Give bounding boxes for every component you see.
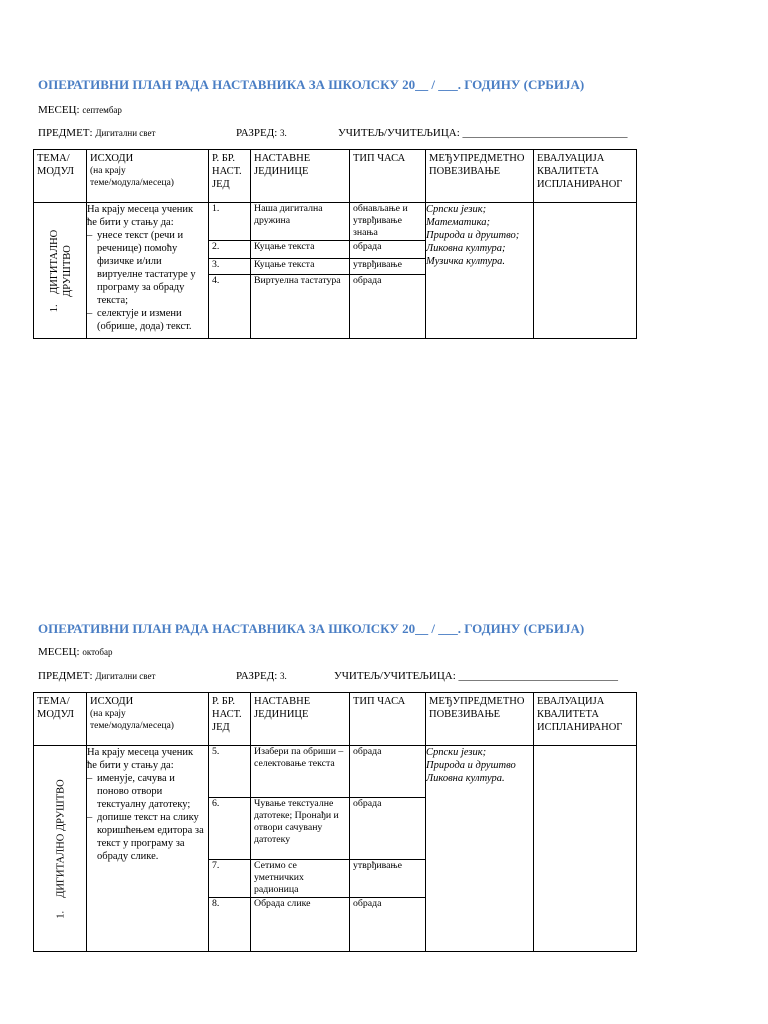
outcome-item: – селектује и измени (обрише, дода) текст. (97, 307, 208, 333)
outcome-item: – именује, сачува и поново отвори текстуалну датотеку; (97, 772, 208, 811)
lesson-units-cell (251, 746, 350, 952)
teacher-blank: _____________________________ (458, 670, 619, 682)
grade-label: РАЗРЕД: (236, 670, 278, 682)
teacher-label: УЧИТЕЉ/УЧИТЕЉИЦА: (338, 127, 460, 139)
subject-line (38, 127, 155, 139)
plan-table (33, 692, 637, 952)
lesson-num: 4. (212, 275, 220, 286)
theme-cell (34, 203, 87, 339)
header-lesson-number: Р. БР. НАСТ. ЈЕД (209, 693, 251, 746)
grade-value: 3. (280, 671, 287, 681)
header-theme: ТЕМА/ МОДУЛ (34, 693, 87, 746)
plan-title: ОПЕРАТИВНИ ПЛАН РАДА НАСТАВНИКА ЗА ШКОЛСКУ 20__ / ___. ГОДИНУ (СРБИЈА) (38, 621, 585, 636)
theme-label: 1. ДИГИТАЛНО ДРУШТВО (48, 229, 73, 312)
month-label: МЕСЕЦ: (38, 104, 80, 116)
teacher-line (338, 127, 628, 139)
month-value: октобар (82, 647, 113, 657)
lesson-unit: Наша дигитална дружина (251, 203, 349, 241)
outcome-item: – унесе текст (речи и реченице) помоћу физичке и/или виртуелне тастатуре у програму за обраду текста; (97, 229, 208, 307)
lesson-numbers-cell (209, 746, 251, 952)
cross-curricular-cell: Српски језик; Природа и друштво Ликовна култура. (426, 746, 534, 952)
lesson-num: 3. (209, 259, 250, 275)
header-cross-curricular: МЕЂУПРЕДМЕТНО ПОВЕЗИВАЊЕ (426, 150, 534, 203)
lesson-unit: Сетимо се уметничких радионица (251, 860, 349, 898)
header-outcomes: ИСХОДИ (на крају теме/модула/месеца) (87, 150, 209, 203)
lesson-num: 7. (209, 860, 250, 898)
header-units: НАСТАВНЕ ЈЕДИНИЦЕ (251, 150, 350, 203)
outcome-item: – допише текст на слику коришћењем едитора за текст у програму за обраду слике. (97, 811, 208, 863)
plan-table (33, 149, 637, 339)
lesson-num: 5. (209, 746, 250, 798)
header-cross-curricular: МЕЂУПРЕДМЕТНО ПОВЕЗИВАЊЕ (426, 693, 534, 746)
lesson-unit: Чување текстуалне датотеке; Пронађи и отвори сачувану датотеку (251, 798, 349, 860)
class-type: утврђивање (350, 259, 425, 275)
header-evaluation: ЕВАЛУАЦИЈА КВАЛИТЕТА ИСПЛАНИРАНОГ (534, 693, 637, 746)
table-header-row (34, 150, 637, 203)
table-body-row (34, 746, 637, 952)
header-evaluation: ЕВАЛУАЦИЈА КВАЛИТЕТА ИСПЛАНИРАНОГ (534, 150, 637, 203)
class-type: обрада (350, 746, 425, 798)
teacher-blank: ______________________________ (462, 127, 628, 139)
header-class-type: ТИП ЧАСА (350, 693, 426, 746)
lesson-unit: Виртуелна тастатура (254, 275, 341, 286)
lesson-numbers-cell (209, 203, 251, 339)
lesson-num: 2. (209, 241, 250, 259)
header-lesson-number: Р. БР. НАСТ. ЈЕД (209, 150, 251, 203)
lesson-num: 8. (212, 898, 220, 909)
theme-label: 1. ДИГИТАЛНО ДРУШТВО (55, 778, 66, 919)
header-units: НАСТАВНЕ ЈЕДИНИЦЕ (251, 693, 350, 746)
month-line (38, 646, 112, 658)
outcomes-cell: На крају месеца ученик ће бити у стању да: – именује, сачува и поново отвори текстуалну датотеку; – допише текст на слику коришћењем едитора за текст у програму за обраду слике. (87, 746, 209, 952)
grade-label: РАЗРЕД: (236, 127, 278, 139)
table-header-row (34, 693, 637, 746)
teacher-line (334, 670, 618, 682)
evaluation-cell (534, 203, 637, 339)
teacher-label: УЧИТЕЉ/УЧИТЕЉИЦА: (334, 670, 456, 682)
subject-label: ПРЕДМЕТ: (38, 670, 93, 682)
cross-curricular-cell: Српски језик; Математика; Природа и друштво; Ликовна култура; Музичка култура. (426, 203, 534, 339)
month-label: МЕСЕЦ: (38, 646, 80, 658)
subject-value: Дигитални свет (95, 671, 156, 681)
class-type: утврђивање (350, 860, 425, 898)
table-body-row (34, 203, 637, 339)
class-type: обрада (350, 241, 425, 259)
theme-cell (34, 746, 87, 952)
class-type: обнављање и утврђивање знања (350, 203, 425, 241)
subject-line (38, 670, 155, 682)
plan-title: ОПЕРАТИВНИ ПЛАН РАДА НАСТАВНИКА ЗА ШКОЛСКУ 20__ / ___. ГОДИНУ (СРБИЈА) (38, 77, 585, 92)
month-value: септембар (82, 105, 122, 115)
lesson-unit: Изабери па обриши – селектовање текста (251, 746, 349, 798)
lesson-unit: Куцање текста (251, 241, 349, 259)
outcomes-cell: На крају месеца ученик ће бити у стању да: – унесе текст (речи и реченице) помоћу физичке и/или виртуелне тастатуре у програму за обраду текста; – селектује и измени (обрише, дода) текст. (87, 203, 209, 339)
class-type: обрада (353, 275, 382, 286)
header-outcomes: ИСХОДИ (на крају теме/модула/месеца) (87, 693, 209, 746)
evaluation-cell (534, 746, 637, 952)
class-types-cell (350, 203, 426, 339)
lesson-unit: Куцање текста (251, 259, 349, 275)
lesson-unit: Обрада слике (254, 898, 311, 909)
lesson-num: 1. (209, 203, 250, 241)
lesson-units-cell (251, 203, 350, 339)
subject-value: Дигитални свет (95, 128, 156, 138)
subject-label: ПРЕДМЕТ: (38, 127, 93, 139)
grade-line (236, 127, 287, 139)
class-types-cell (350, 746, 426, 952)
class-type: обрада (350, 798, 425, 860)
grade-line (236, 670, 287, 682)
header-theme: ТЕМА/ МОДУЛ (34, 150, 87, 203)
header-class-type: ТИП ЧАСА (350, 150, 426, 203)
month-line (38, 104, 122, 116)
class-type: обрада (353, 898, 382, 909)
lesson-num: 6. (209, 798, 250, 860)
grade-value: 3. (280, 128, 287, 138)
